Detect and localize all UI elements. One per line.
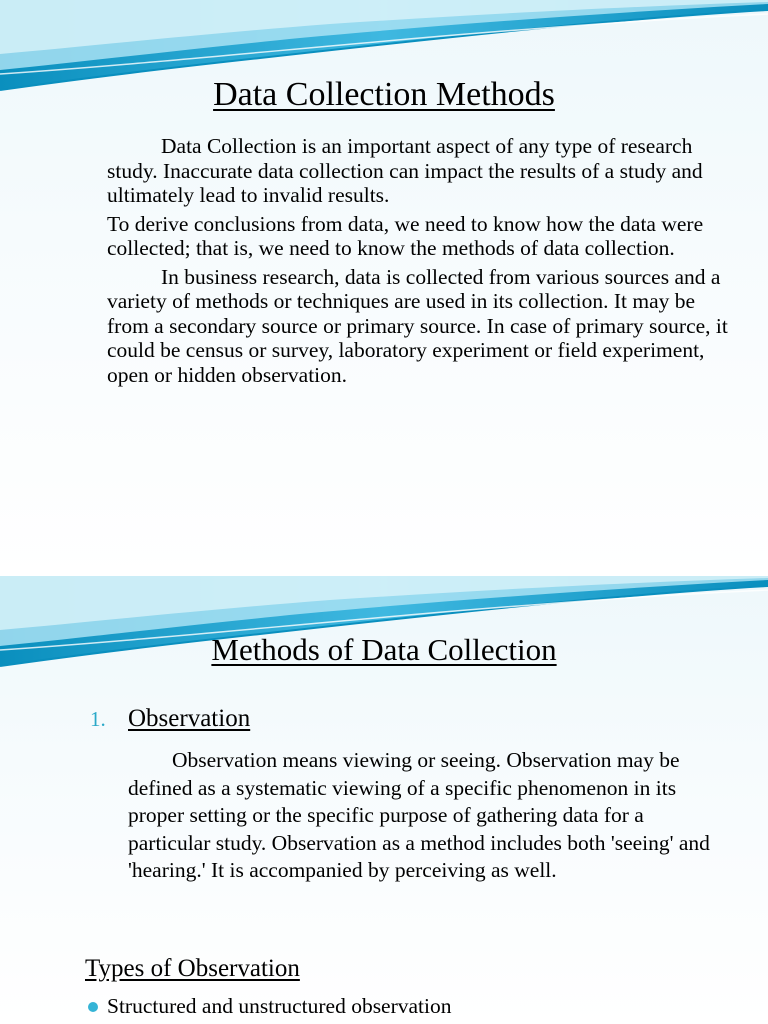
- item-heading: Observation: [128, 705, 251, 732]
- paragraph: In business research, data is collected from various sources and a variety of methods or techniques are used in its collection. It may be from a secondary source or primary source. In case of primary source, it could be census or survey, laboratory experiment or field experiment, open or hidden observation.: [107, 264, 728, 387]
- slide-2: [0, 576, 768, 1024]
- slide-title: Data Collection Methods: [213, 76, 555, 113]
- list-item-text: Structured and unstructured observation: [107, 994, 452, 1018]
- body-text: [107, 134, 732, 391]
- paragraph: Data Collection is an important aspect of any type of research study. Inaccurate data collection can impact the results of a study and ultimately lead to invalid results.: [107, 134, 703, 207]
- bullet-list: [88, 994, 452, 1019]
- list-number: 1.: [90, 707, 106, 731]
- paragraph: To derive conclusions from data, we need to know how the data were collected; that is, we need to know the methods of data collection.: [107, 211, 704, 260]
- bullet-icon: [88, 1002, 98, 1012]
- item-description: Observation means viewing or seeing. Observation may be defined as a systematic viewing of a specific phenomenon in its proper setting or the specific purpose of gathering data for a particular study. Observation as a method includes both 'seeing' and 'hearing.' It is accompanied by perceiving as well.: [128, 748, 710, 883]
- slide-title: Methods of Data Collection: [211, 632, 557, 667]
- section-heading: Types of Observation: [85, 955, 300, 982]
- numbered-item: [90, 706, 730, 731]
- list-item: [88, 994, 452, 1019]
